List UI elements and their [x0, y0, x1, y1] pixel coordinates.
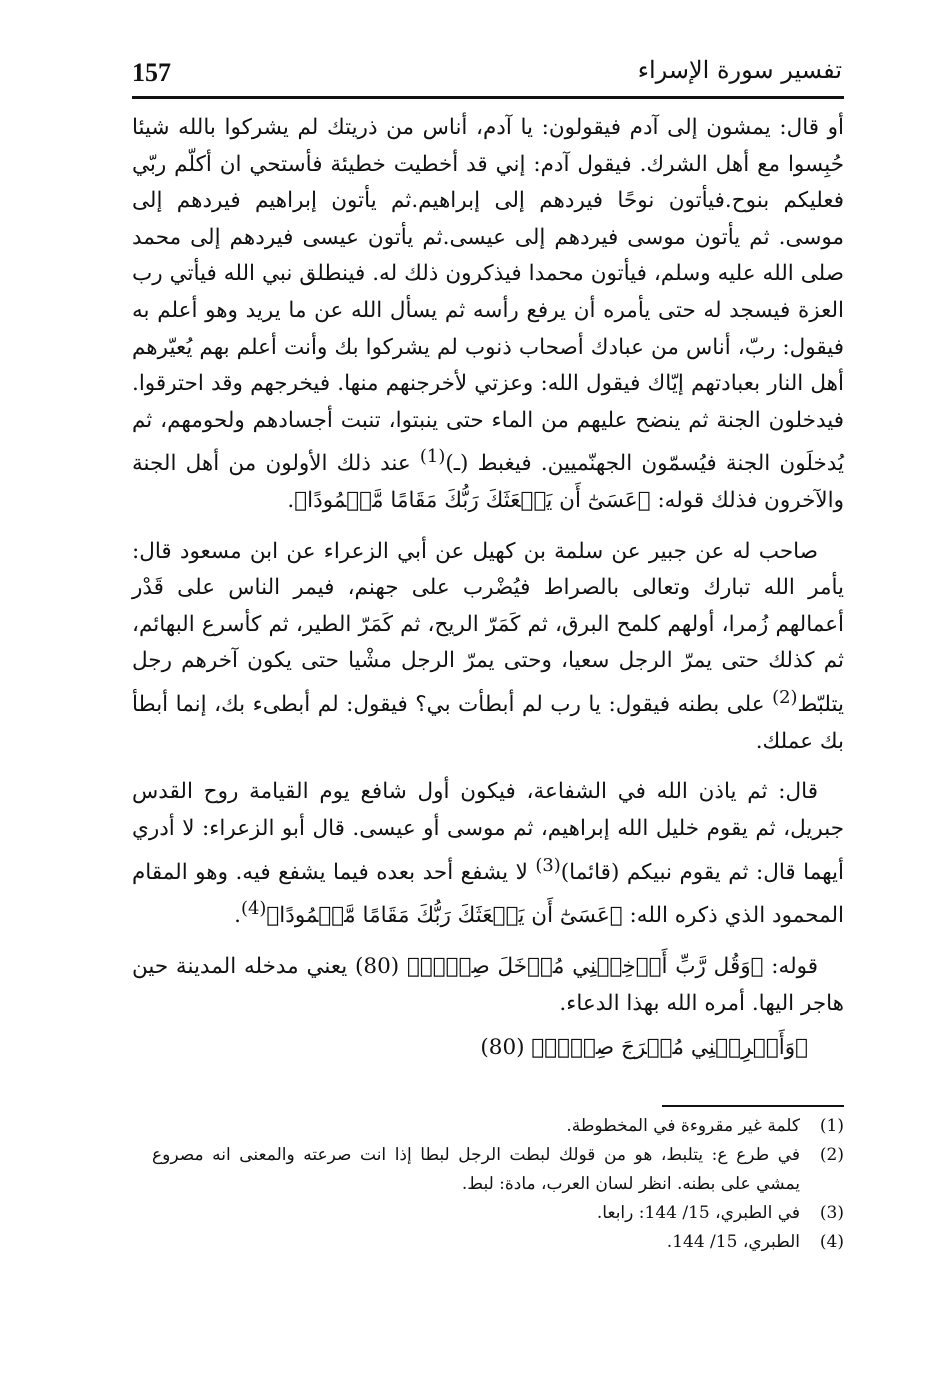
- footnote-ref-3: (3): [535, 854, 561, 876]
- footnote-1: [152, 1112, 844, 1141]
- main-text: [132, 110, 844, 1067]
- footnote-number: (2): [819, 1145, 844, 1165]
- paragraph-4: [132, 949, 844, 1022]
- paragraph-1: [132, 110, 844, 520]
- quran-verse: ﴿وَقُل رَّبِّ أَدۡخِلۡنِي مُدۡخَلَ صِدۡقٖ﴾: [406, 954, 764, 980]
- paragraph-1-text: أو قال: يمشون إلى آدم فيقولون: يا آدم، أناس من ذريتك لم يشركوا بالله شيئا حُبِسوا مع أهل الشرك. فيقول آدم: إني قد أخطيت خطيئة فأستحي ان أكلّم ربّي فعليكم بنوح.فيأتون نوحًا فيردهم إلى إبراهيم.ثم يأتون إبراهيم فيردهم إلى موسى. ثم يأتون موسى فيردهم إلى عيسى.ثم يأتون عيسى فيردهم إلى محمد صلى الله عليه وسلم، فيأتون محمدا فيذكرون ذلك له. فينطلق نبي الله فيأتي رب العزة فيسجد له حتى يأمره أن يرفع رأسه ثم يسأل الله عن ما يريد وهو أعلم به فيقول: ربّ، أناس من عبادك أصحاب ذنوب لم يشركوا بك وأنت أعلم بهم يُعيّرهم أهل النار بعبادتهم إيّاك فيقول الله: وعزتي لأخرجنهم منها. فيخرجهم وقد احترقوا. فيدخلون الجنة ثم ينضح عليهم من الماء حتى ينبتوا، تنبت أجسادهم ولحومهم، ثم يُدخلَون الجنة فيُسمّون الجهنّميين. فيغبط (ـ): [132, 115, 845, 477]
- paragraph-3: [132, 774, 844, 935]
- paragraph-1-tail: عند ذلك الأولون من أهل الجنة والآخرون فذلك قوله:: [132, 451, 844, 514]
- verse-heading: [132, 1030, 844, 1067]
- running-title: تفسير سورة الإسراء: [637, 56, 842, 84]
- footnote-ref-2: (2): [772, 687, 798, 709]
- footnote-number: (4): [819, 1232, 844, 1252]
- page-number: 157: [132, 58, 171, 87]
- paragraph-3-text: قال: ثم ياذن الله في الشفاعة، فيكون أول شافع يوم القيامة روح القدس جبريل، ثم يقوم خليل الله إبراهيم، ثم موسى أو عيسى. قال أبو الزعراء: لا أدري أيهما قال: ثم يقوم نبيكم (قائما): [132, 779, 844, 885]
- paragraph-3-tail: لا يشفع أحد بعده فيما يشفع فيه. وهو المقام المحمود الذي ذكره الله:: [132, 859, 844, 929]
- footnote-ref-4: (4): [240, 898, 267, 920]
- page-header: [132, 50, 842, 94]
- paragraph-4-tail: (80) يعني مدخله المدينة حين هاجر اليها. أمره الله بهذا الدعاء.: [132, 954, 844, 1016]
- paragraph-2-tail: على بطنه فيقول: يا رب لم أبطأت بي؟ فيقول: لم أبطىء بك، إنما أبطأ بك عملك.: [132, 692, 844, 754]
- header-divider: [132, 96, 844, 99]
- footnote-2: [152, 1141, 844, 1199]
- footnote-3: [152, 1199, 844, 1228]
- paragraph-2-text: صاحب له عن جبير عن سلمة بن كهيل عن أبي الزعراء عن ابن مسعود قال: يأمر الله تبارك وتعالى بالصراط فيُضْرب على جهنم، فيمر الناس على قَدْر أعمالهم زُمرا، أولهم كلمح البرق، ثم كَمَرّ الريح، ثم كَمَرّ الطير، ثم كأسرع البهائم، ثم كذلك حتى يمرّ الرجل سعيا، وحتى يمرّ الرجل مشْيا حتى يكون آخرهم رجل يتلبّط: [132, 538, 844, 718]
- verse-number: (80): [480, 1035, 532, 1061]
- footnote-divider: [662, 1105, 844, 1107]
- footnote-number: (3): [819, 1203, 844, 1223]
- quran-verse: ﴿عَسَىٰٓ أَن يَبۡعَثَكَ رَبُّكَ مَقَامًا مَّحۡمُودًا﴾: [294, 488, 651, 514]
- footnote-text: كلمة غير مقروءة في المخطوطة.: [566, 1116, 800, 1136]
- paragraph-3-end: .: [234, 903, 241, 929]
- footnote-text: الطبري، 15/ 144.: [666, 1232, 800, 1252]
- quran-verse: ﴿عَسَىٰٓ أَن يَبۡعَثَكَ رَبُّكَ مَقَامًا مَّحۡمُودًا﴾: [266, 903, 623, 929]
- paragraph-1-end: .: [287, 488, 295, 514]
- quran-verse: ﴿وَأَخۡرِجۡنِي مُخۡرَجَ صِدۡقٖ﴾: [531, 1035, 808, 1061]
- footnote-ref-1: (1): [419, 446, 446, 468]
- footnote-text: في طرع ع: يتلبط، هو من قولك لبطت الرجل لبطا إذا انت صرعته والمعنى انه مصروع يمشي على بطنه. انظر لسان العرب، مادة: لبط.: [152, 1145, 800, 1194]
- paragraph-4-lead: قوله:: [763, 954, 819, 980]
- footnotes: [152, 1112, 844, 1257]
- paragraph-2: [132, 534, 844, 761]
- footnote-text: في الطبري، 15/ 144: رابعا.: [596, 1203, 800, 1223]
- footnote-number: (1): [819, 1116, 844, 1136]
- footnote-4: [152, 1228, 844, 1257]
